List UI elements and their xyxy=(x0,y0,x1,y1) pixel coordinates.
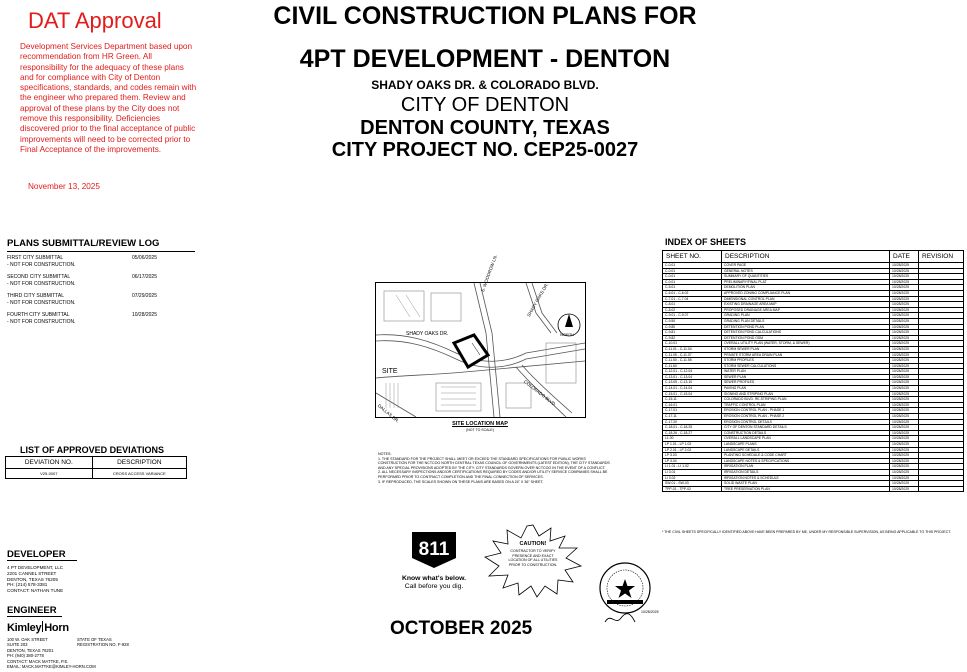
caution-title: CAUTION! xyxy=(519,541,547,547)
description-cell: EROSION CONTROL PLAN - PHASE 1 xyxy=(722,408,890,414)
description-cell: EXISTING DRAINAGE AREA MAP xyxy=(722,302,890,308)
date-cell: 10/28/2025 xyxy=(890,453,919,459)
sheet-no-cell: LI 1.01 - LI 1.02 xyxy=(663,464,722,470)
submittal-label: THIRD CITY SUBMITTAL xyxy=(7,293,65,299)
sheet-no-cell: SW-01 - SW-03 xyxy=(663,481,722,487)
sheet-no-cell: LI 3.02 xyxy=(663,475,722,481)
description-cell: PROPOSED DRAINAGE AREA MAP xyxy=(722,307,890,313)
date-cell: 10/28/2025 xyxy=(890,447,919,453)
plan-city: CITY OF DENTON xyxy=(400,94,570,116)
submittal-row xyxy=(7,255,157,268)
engineer-line: PH: (940) 380-2778 xyxy=(7,653,44,659)
date-cell: 10/28/2025 xyxy=(890,442,919,448)
deviation-no: V25-0007 xyxy=(6,469,93,479)
date-cell: 10/28/2025 xyxy=(890,374,919,380)
description-cell: PAVING PLAN xyxy=(722,386,890,392)
description-cell: DETENTION POND CALCULATIONS xyxy=(722,330,890,336)
registration-line: STATE OF TEXAS xyxy=(77,637,112,642)
sheet-no-cell: C-11.01 - C-11.04 xyxy=(663,346,722,352)
date-cell: 10/28/2025 xyxy=(890,469,919,475)
description-cell: TRAFFIC CONTROL PLAN xyxy=(722,402,890,408)
sheet-no-cell: LP 2.01 - LP 2.02 xyxy=(663,447,722,453)
date-header: DATE xyxy=(890,251,919,263)
date-cell: 10/28/2025 xyxy=(890,386,919,392)
description-cell: COLORADO BLVD. RE-STRIPING PLAN xyxy=(722,397,890,403)
developer-line: PH: (214) 578-3381 xyxy=(7,582,48,588)
map-road-label: SHADY OAKS DR. xyxy=(406,331,449,337)
date-cell: 10/28/2025 xyxy=(890,436,919,442)
sheet-no-cell: C-17.01 xyxy=(663,408,722,414)
description-cell: GRADING PLAN DETAILS xyxy=(722,318,890,324)
description-cell: DETENTION POND OSM xyxy=(722,335,890,341)
deviations-table xyxy=(5,456,187,479)
description-cell: SEWER PROFILES xyxy=(722,380,890,386)
submittal-note: - NOT FOR CONSTRUCTION. xyxy=(7,299,76,306)
date-cell: 10/28/2025 xyxy=(890,397,919,403)
description-cell: CITY OF DENTON STANDARD DETAILS xyxy=(722,425,890,431)
submittal-date: 10/28/2025 xyxy=(131,312,157,318)
submittal-note: - NOT FOR CONSTRUCTION. xyxy=(7,280,76,287)
deviation-no-header: DEVIATION NO. xyxy=(6,457,93,469)
submittal-date: 07/29/2025 xyxy=(131,293,157,299)
description-cell: SIGNING AND STRIPING PLAN xyxy=(722,391,890,397)
description-cell: IRRIGATION NOTES & SCHEDULE xyxy=(722,475,890,481)
date-cell: 10/28/2025 xyxy=(890,363,919,369)
sheet-no-cell: C-0.01 xyxy=(663,279,722,285)
date-cell: 10/28/2025 xyxy=(890,290,919,296)
sheet-no-cell: C-0.01 xyxy=(663,263,722,269)
site-parcel xyxy=(454,335,488,367)
date-cell: 10/28/2025 xyxy=(890,302,919,308)
date-cell: 10/28/2025 xyxy=(890,358,919,364)
sheet-no-cell: C-0.01 xyxy=(663,268,722,274)
registration-line: REGISTRATION NO. F-928 xyxy=(77,642,129,648)
sheet-no-cell: C-9.50 xyxy=(663,318,722,324)
engineer-seal xyxy=(597,560,663,628)
table-row xyxy=(6,469,187,479)
description-cell: OVERALL UTILITY PLAN (WATER, STORM, & SEWER) xyxy=(722,341,890,347)
engineer-title: ENGINEER xyxy=(7,605,62,617)
sheet-no-cell: C-10.01 xyxy=(663,341,722,347)
map-road-label: SHADY OAKS DR. xyxy=(526,281,550,318)
plan-project-number: CITY PROJECT NO. CEP25-0027 xyxy=(331,139,639,161)
index-title: INDEX OF SHEETS xyxy=(665,237,747,247)
engineer-line: SUITE 203 xyxy=(7,642,28,648)
description-cell: DIMENSIONAL CONTROL PLAN xyxy=(722,296,890,302)
submittal-date: 05/06/2025 xyxy=(131,255,157,261)
date-cell: 10/28/2025 xyxy=(890,352,919,358)
date-cell: 10/28/2025 xyxy=(890,414,919,420)
developer-info xyxy=(7,565,63,594)
sheet-no-cell: L1.00 xyxy=(663,436,722,442)
date-cell: 10/28/2025 xyxy=(890,458,919,464)
map-drawing xyxy=(376,283,585,417)
approval-title: DAT Approval xyxy=(28,8,162,33)
sheet-no-cell: LI 3.01 xyxy=(663,469,722,475)
map-scale-note: (NOT TO SCALE) xyxy=(466,428,494,432)
sheet-no-cell: LP 3.04 xyxy=(663,458,722,464)
call-811-number: 811 xyxy=(418,539,450,560)
caution-burst xyxy=(483,524,583,598)
description-cell: SOLID WASTE PLAN xyxy=(722,481,890,487)
date-cell: 10/28/2025 xyxy=(890,313,919,319)
shovel-shield-icon xyxy=(398,530,470,570)
revision-header: REVISION xyxy=(919,251,964,263)
description-header: DESCRIPTION xyxy=(722,251,890,263)
engineer-line: CONTACT: MACK MATTKE, P.E. xyxy=(7,658,69,664)
description-cell: APPROVED ZONING COMPLIANCE PLAN xyxy=(722,290,890,296)
index-note: * THE CIVIL SHEETS SPECIFICALLY IDENTIFIED ABOVE HAVE BEEN PREPARED BY ME, UNDER MY RESPONSIBLE SUPERVISION, AS BEING APPLICABLE TO THIS PROJECT. xyxy=(662,530,951,534)
call-811-line2: Call before you dig. xyxy=(404,583,464,590)
date-cell: 10/28/2025 xyxy=(890,430,919,436)
description-cell: LANDSCAPE DETAILS xyxy=(722,447,890,453)
logo-right: Horn xyxy=(44,622,69,634)
description-cell: WATER PLAN xyxy=(722,369,890,375)
table-header-row xyxy=(6,457,187,469)
sheet-no-cell: C-17.11 xyxy=(663,414,722,420)
date-cell: 10/28/2025 xyxy=(890,263,919,269)
date-cell: 10/28/2025 xyxy=(890,481,919,487)
date-cell: 10/28/2025 xyxy=(890,279,919,285)
index-table-body xyxy=(663,263,964,492)
map-road-label: COLORADO BLVD. xyxy=(522,379,558,408)
revision-cell xyxy=(919,486,964,492)
description-cell: DEMOLITION PLAN xyxy=(722,285,890,291)
description-cell: TREE PRESERVATION PLAN xyxy=(722,486,890,492)
plan-county: DENTON COUNTY, TEXAS xyxy=(360,117,610,139)
deviation-description-header: DESCRIPTION xyxy=(92,457,186,469)
sheet-no-cell: C-12.01 - C-12.04 xyxy=(663,369,722,375)
developer-line: CONTACT: NATHAN TUNE xyxy=(7,588,64,594)
sheet-no-cell: C-9.01 - C-9.07 xyxy=(663,313,722,319)
sheet-no-cell: C-6.01 - C-6.02 xyxy=(663,290,722,296)
description-cell: GRADING PLAN xyxy=(722,313,890,319)
submittal-note: - NOT FOR CONSTRUCTION. xyxy=(7,318,76,325)
sheet-no-cell: C-11.60 xyxy=(663,363,722,369)
submittal-label: FIRST CITY SUBMITTAL xyxy=(7,255,64,261)
map-road-label: DALLAS DR. xyxy=(376,403,401,424)
table-row xyxy=(663,486,964,492)
date-cell: 10/28/2025 xyxy=(890,391,919,397)
north-label: NORTH xyxy=(560,332,575,337)
deviations-title: LIST OF APPROVED DEVIATIONS xyxy=(20,445,165,455)
sheet-no-cell: LP 1.01 - LP 1.02 xyxy=(663,442,722,448)
sheet-no-cell: C-11.05 - C-11.07 xyxy=(663,352,722,358)
plan-date: OCTOBER 2025 xyxy=(390,618,533,639)
submittal-row xyxy=(7,312,157,325)
call-811-line1: Know what's below. xyxy=(401,575,467,582)
plan-location: SHADY OAKS DR. & COLORADO BLVD. xyxy=(371,78,599,92)
date-cell: 10/28/2025 xyxy=(890,341,919,347)
sheet-no-cell: C-11.50 - C-11.55 xyxy=(663,358,722,364)
description-cell: PRIVATE STORM AREA DRAIN PLAN xyxy=(722,352,890,358)
description-cell: STORM SEWER CALCULATIONS xyxy=(722,363,890,369)
sheet-no-cell: C-9.82 xyxy=(663,335,722,341)
sheet-no-cell: C-16.01 xyxy=(663,402,722,408)
map-road-label: S. WOODROW LN. xyxy=(480,254,499,293)
description-cell: LANDSCAPE NOTES & SPECIFICATIONS xyxy=(722,458,890,464)
developer-title: DEVELOPER xyxy=(7,549,77,561)
map-site-label: SITE xyxy=(382,368,398,375)
index-table xyxy=(662,250,964,492)
developer-line: 4 PT DEVELOPMENT, LLC xyxy=(7,565,64,570)
date-cell: 10/28/2025 xyxy=(890,408,919,414)
description-cell: COVER PAGE xyxy=(722,263,890,269)
submittal-label: FOURTH CITY SUBMITTAL xyxy=(7,312,70,318)
date-cell: 10/28/2025 xyxy=(890,307,919,313)
sheet-no-header: SHEET NO. xyxy=(663,251,722,263)
note-item: 2. ALL NECESSARY INSPECTIONS AND/OR CERTIFICATIONS REQUIRED BY CODES AND/OR UTILITY SERVICE COMPANIES SHALL BE PERFORMED PRIOR TO CONTRACT COMPLETION AND THE FINAL CONNECTION OF SERVICES. xyxy=(378,470,608,479)
map-caption: SITE LOCATION MAP xyxy=(452,421,508,427)
sheet-no-cell: C-7.01 - C-7.04 xyxy=(663,296,722,302)
sheet-no-cell: C-18.01 - C-18.25 xyxy=(663,425,722,431)
description-cell: SUMMARY OF QUANTITIES xyxy=(722,274,890,280)
submittal-log-title: PLANS SUBMITTAL/REVIEW LOG xyxy=(7,238,195,252)
date-cell: 10/28/2025 xyxy=(890,380,919,386)
sheet-no-cell: C-13.05 - C-13.10 xyxy=(663,380,722,386)
description-cell: DETENTION POND PLAN xyxy=(722,324,890,330)
engineer-line: 100 W. OAK STREET xyxy=(7,637,48,642)
description-cell: IRRIGATION DETAILS xyxy=(722,469,890,475)
sheet-no-cell: LP 3.03 xyxy=(663,453,722,459)
date-cell: 10/28/2025 xyxy=(890,402,919,408)
description-cell: PLANTING SCHEDULE & CODE CHART xyxy=(722,453,890,459)
submittal-note: - NOT FOR CONSTRUCTION. xyxy=(7,261,76,268)
date-cell: 10/28/2025 xyxy=(890,369,919,375)
date-cell: 10/28/2025 xyxy=(890,346,919,352)
sheet-no-cell: C-8.02 xyxy=(663,307,722,313)
description-cell: IRRIGATION PLAN xyxy=(722,464,890,470)
sheet-no-cell: TPP-01 - TPP-02 xyxy=(663,486,722,492)
general-notes xyxy=(378,452,610,484)
date-cell: 10/28/2025 xyxy=(890,486,919,492)
date-cell: 10/28/2025 xyxy=(890,274,919,280)
description-cell: GENERAL NOTES xyxy=(722,268,890,274)
date-cell: 10/28/2025 xyxy=(890,324,919,330)
kimley-horn-logo xyxy=(7,621,69,634)
sheet-no-cell: C-13.01 - C-13.04 xyxy=(663,374,722,380)
description-cell: SEWER PLAN xyxy=(722,374,890,380)
date-cell: 10/28/2025 xyxy=(890,335,919,341)
sheet-no-cell: C-17.20 xyxy=(663,419,722,425)
date-cell: 10/28/2025 xyxy=(890,419,919,425)
deviation-description: CROSS ACCESS VARIANCE xyxy=(92,469,186,479)
description-cell: CONSTRUCTION DETAILS xyxy=(722,430,890,436)
note-item: 3. IF REPRODUCED, THE SCALES SHOWN ON THESE PLANS ARE BASED ON A 24" X 36" SHEET. xyxy=(378,479,544,484)
description-cell: OVERALL LANDSCAPE PLAN xyxy=(722,436,890,442)
engineer-line: EMAIL: MACK.MATTKE@KIMLEY-HORN.COM xyxy=(7,664,96,670)
submittal-row xyxy=(7,274,157,287)
approval-statement: Development Services Department based upon recommendation from HR Green. All responsibility for the adequacy of these plans and for compliance with City of Denton specifications, standards, and codes remain with the engineer who prepared them. Review and approval of these plans by the City does not remove this responsibility. Deficiencies discovered prior to the final acceptance of public improvements will need to be corrected prior to Final Acceptance of the improvements. xyxy=(20,42,197,154)
sheet-no-cell: C-9.80 xyxy=(663,324,722,330)
signature xyxy=(605,614,635,622)
date-cell: 10/28/2025 xyxy=(890,268,919,274)
sheet-no-cell: C-5.01 xyxy=(663,285,722,291)
developer-line: 2201 CANNEL STREET xyxy=(7,570,57,576)
approval-date: November 13, 2025 xyxy=(28,182,100,191)
sheet-no-cell: C-0.01 xyxy=(663,274,722,280)
sheet-no-cell: C-14.01 - C-14.04 xyxy=(663,386,722,392)
notes-heading: NOTES: xyxy=(378,452,392,456)
submittal-row xyxy=(7,293,157,306)
description-cell: EROSION CONTROL PLAN - PHASE 2 xyxy=(722,414,890,420)
date-cell: 10/28/2025 xyxy=(890,330,919,336)
note-item: 1. THE STANDARD FOR THE PROJECT SHALL MEET OR EXCEED THE STANDARD SPECIFICATIONS FOR PUBLIC WORKS CONSTRUCTION FOR THE NCTCOG NORTH CENTRAL TEXAS COUNCIL OF GOVERNMENTS (LATEST EDITION), THE CITY STANDARDS AND ANY SPECIAL PROVISIONS ADOPTED BY THE CITY. CITY STANDARDS GOVERN OVER NCTCOG IN THE EVENT OF A CONFLICT. xyxy=(378,456,610,470)
sheet-no-cell: C-9.81 xyxy=(663,330,722,336)
date-cell: 10/28/2025 xyxy=(890,475,919,481)
description-cell: PRELIMINARY/FINAL PLAT xyxy=(722,279,890,285)
description-cell: EROSION CONTROL DETAILS xyxy=(722,419,890,425)
plan-title-line1: CIVIL CONSTRUCTION PLANS FOR xyxy=(273,2,697,30)
sheet-no-cell: C-15.11 xyxy=(663,397,722,403)
sheet-no-cell: C-18.26 - C-18.27 xyxy=(663,430,722,436)
call-811-logo xyxy=(398,530,470,592)
date-cell: 10/28/2025 xyxy=(890,425,919,431)
sheet-no-cell: C-8.01 xyxy=(663,302,722,308)
table-header-row xyxy=(663,251,964,263)
description-cell: STORM SEWER PLAN xyxy=(722,346,890,352)
developer-line: DENTON, TEXAS 76205 xyxy=(7,576,58,582)
description-cell: STORM PROFILES xyxy=(722,358,890,364)
plan-title-line2: 4PT DEVELOPMENT - DENTON xyxy=(299,45,671,73)
engineer-registration xyxy=(77,637,129,648)
date-cell: 10/28/2025 xyxy=(890,318,919,324)
logo-left: Kimley xyxy=(7,622,42,634)
engineer-line: DENTON, TEXAS 76201 xyxy=(7,647,54,653)
seal-date: 10/28/2025 xyxy=(641,610,659,614)
description-cell: LANDSCAPE PLANS xyxy=(722,442,890,448)
date-cell: 10/28/2025 xyxy=(890,464,919,470)
submittal-label: SECOND CITY SUBMITTAL xyxy=(7,274,71,280)
caution-text: CONTRACTOR TO VERIFY PRESENCE AND EXACT LOCATION OF ALL UTILITIES PRIOR TO CONSTRUCTION. xyxy=(508,549,558,567)
sheet-no-cell: C-15.01 - C-15.04 xyxy=(663,391,722,397)
submittal-date: 06/17/2025 xyxy=(131,274,157,280)
date-cell: 10/28/2025 xyxy=(890,285,919,291)
date-cell: 10/28/2025 xyxy=(890,296,919,302)
